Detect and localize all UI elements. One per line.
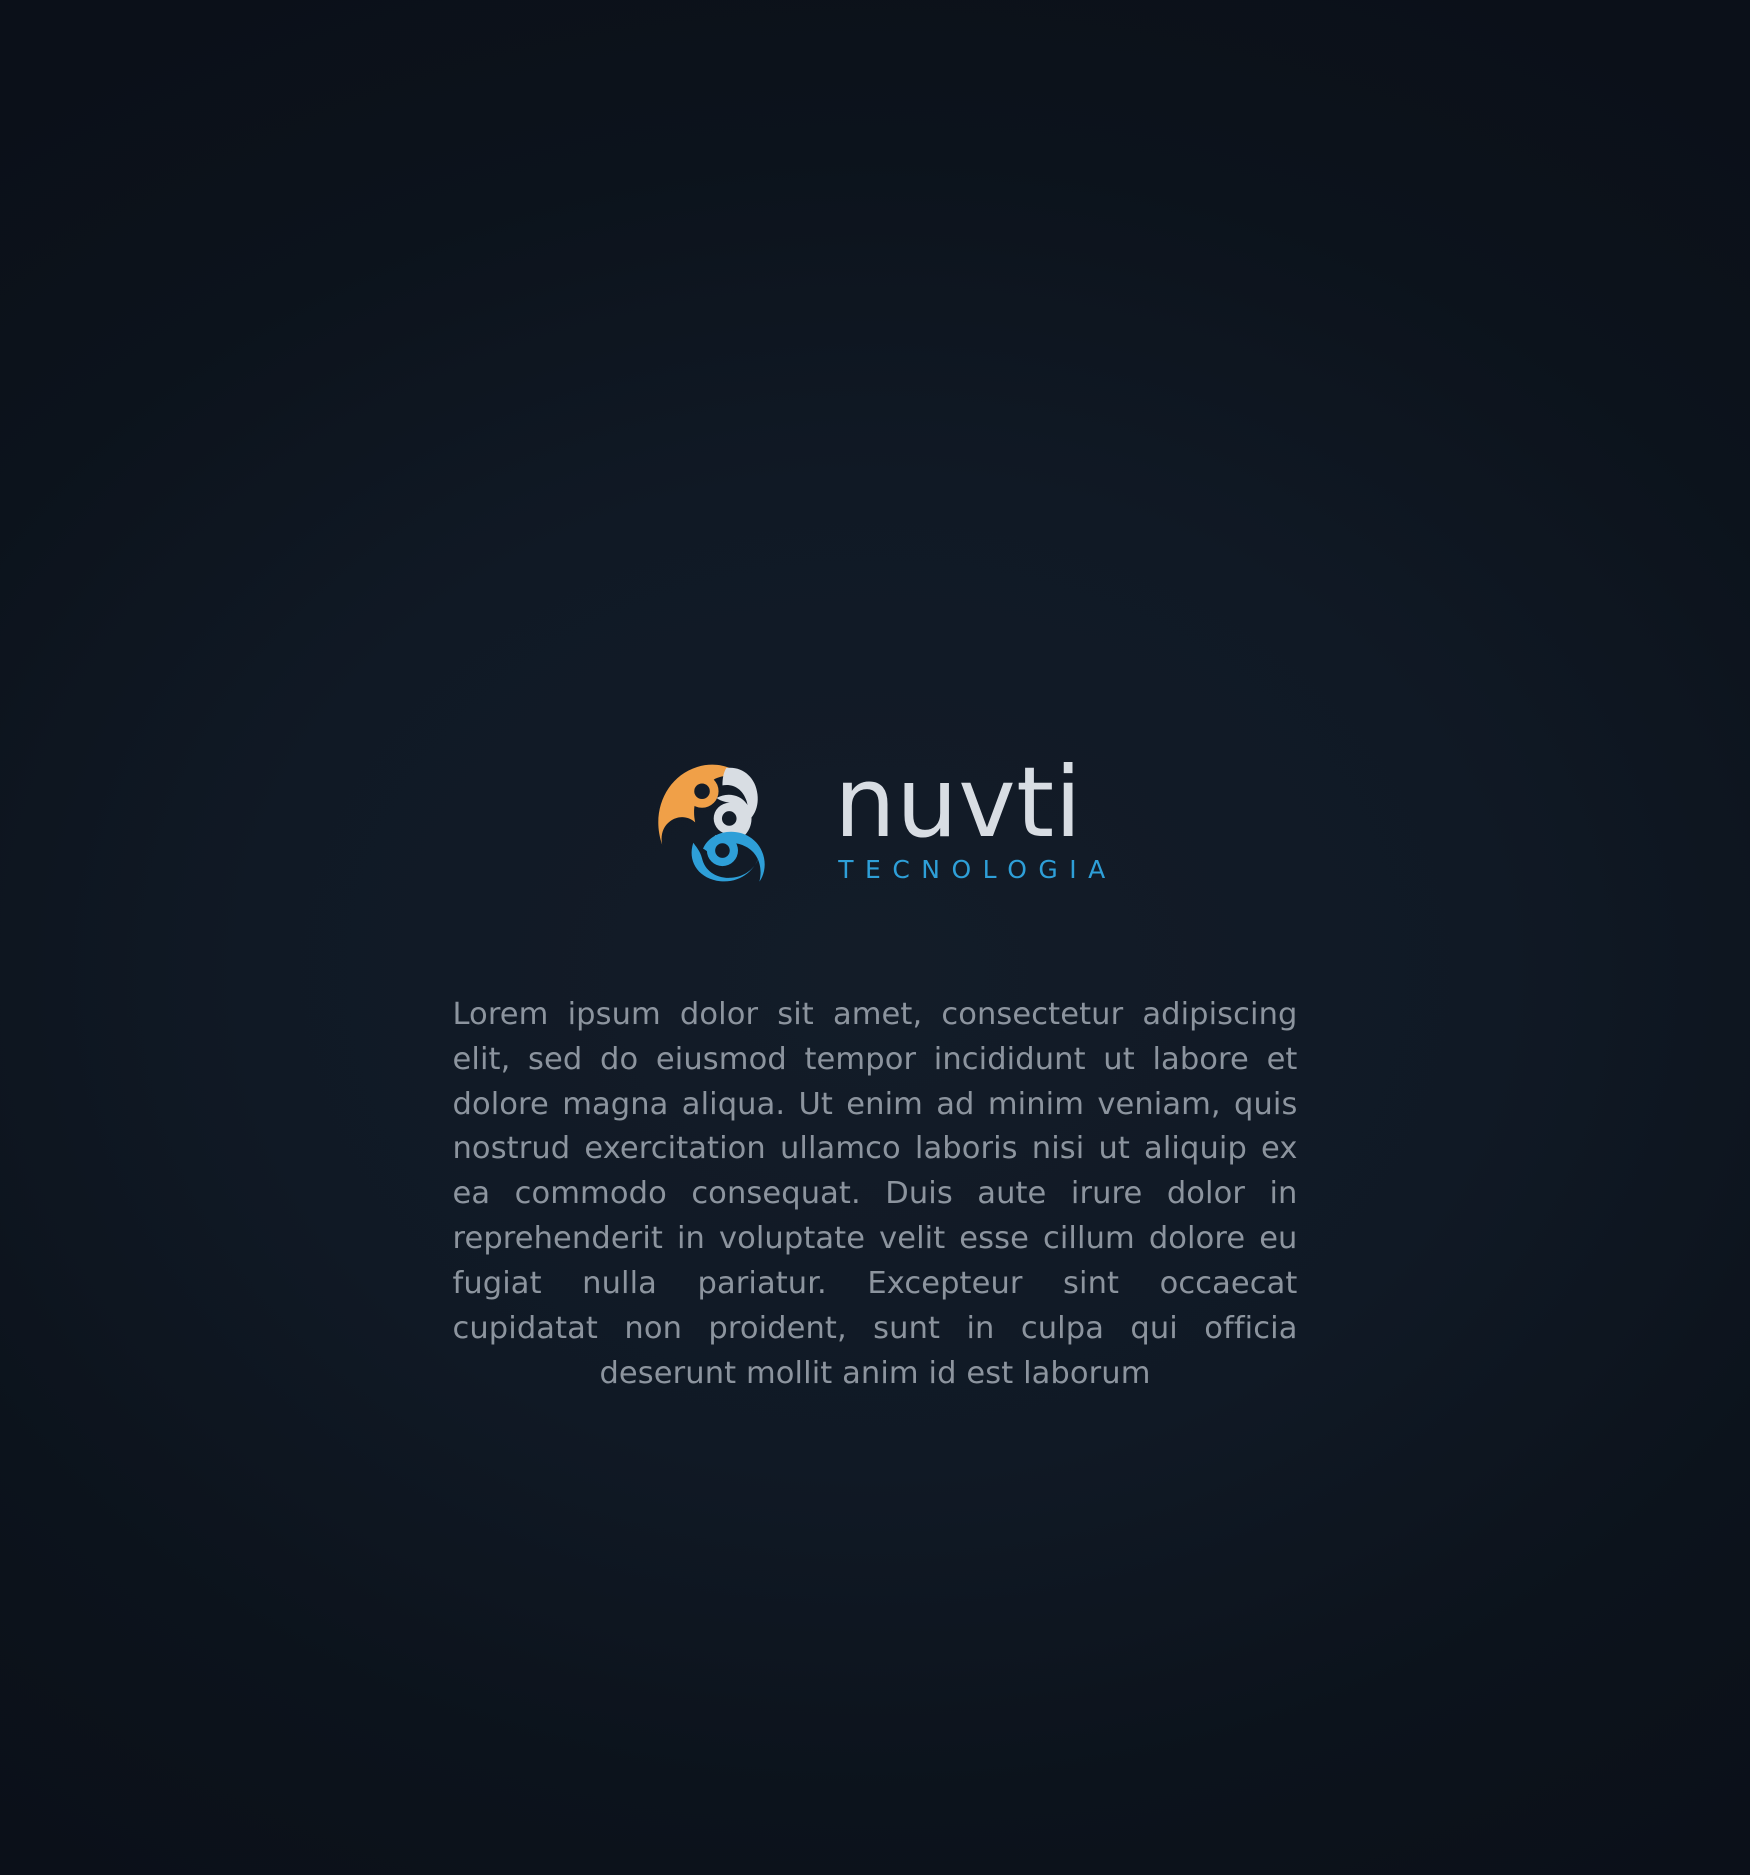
nuvti-swirl-icon (633, 730, 808, 905)
brand-tagline: TECNOLOGIA (838, 855, 1117, 885)
logo-text-block (834, 745, 1117, 885)
brand-wordmark: nuvti (834, 745, 1083, 859)
logo-lockup (633, 730, 1116, 905)
logo-and-copy-block (445, 730, 1305, 1427)
body-paragraph: Lorem ipsum dolor sit amet, consectetur adipiscing elit, sed do eiusmod tempor incididunt ut labore et dolore magna aliqua. Ut enim ad minim veniam, quis nostrud exercitation ullamco laboris nisi ut aliquip ex ea commodo consequat. Duis aute irure dolor in reprehenderit in voluptate velit esse cillum dolore eu fugiat nulla pariatur. Excepteur sint occaecat cupidatat non proident, sunt in culpa qui officia deserunt mollit anim id est laborum (452, 997, 1298, 1391)
